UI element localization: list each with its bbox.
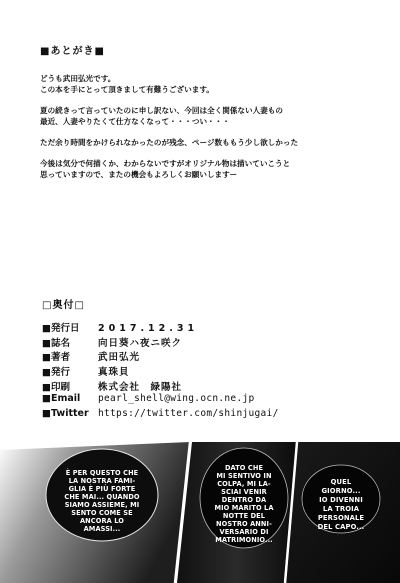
speech-bubble-text-3 xyxy=(306,478,376,532)
afterword-paragraph xyxy=(40,137,380,148)
bubble-line: LA NOSTRA FAMI- xyxy=(68,477,136,485)
colophon-label: ■発行日 xyxy=(42,323,80,334)
colophon-row-printer xyxy=(42,379,362,394)
colophon-label: ■印刷 xyxy=(42,381,70,393)
bubble-line: DENTRO DA xyxy=(221,496,267,504)
bubble-line: NOSTRO ANNI- xyxy=(216,520,272,528)
email-address: pearl_shell@wing.ocn.ne.jp xyxy=(98,393,255,405)
bubble-line: GLIA È PIÙ FORTE xyxy=(68,485,136,493)
bubble-line: SENTO COME SE xyxy=(71,509,133,517)
bubble-line: AMASSI... xyxy=(83,525,121,533)
colophon-label: ■誌名 xyxy=(42,337,70,349)
colophon-row-twitter xyxy=(42,408,362,423)
colophon-value: 真珠貝 xyxy=(98,367,130,379)
afterword-line: 今後は気分で何描くか、わからないですがオリジナル物は描いていこうと xyxy=(40,159,291,168)
colophon-label: ■発行 xyxy=(42,367,70,379)
bubble-line: MIO MARITO LA xyxy=(214,504,274,512)
bubble-line: GIORNO... xyxy=(321,487,361,495)
afterword-line: どうも武田弘光です。 xyxy=(40,74,116,83)
colophon-value: 2017.12.31 xyxy=(98,323,199,334)
bubble-line: COLPA, MI LA- xyxy=(217,480,271,488)
bubble-line: PERSONALE xyxy=(317,514,365,522)
bubble-line: QUEL xyxy=(330,478,352,486)
colophon-value: 向日葵ハ夜ニ咲ク xyxy=(98,337,183,349)
colophon-row-date xyxy=(42,320,362,335)
bubble-line: SCIAI VENIR xyxy=(221,488,267,496)
bubble-line: SIAMO ASSIEME, MI xyxy=(64,501,140,509)
bubble-line: CHE MAI... QUANDO xyxy=(64,493,140,501)
bubble-line: DATO CHE xyxy=(224,464,264,472)
bubble-line: VERSARIO DI xyxy=(219,528,269,536)
twitter-url: https://twitter.com/shinjugai/ xyxy=(98,408,279,420)
bubble-line: MI SENTIVO IN xyxy=(216,472,272,480)
colophon-table xyxy=(42,320,362,423)
bubble-line: È PER QUESTO CHE xyxy=(65,469,139,477)
afterword-line: この本を手にとって頂きまして有難うございます。 xyxy=(40,85,214,94)
afterword-section xyxy=(40,42,380,180)
speech-bubble-text-2 xyxy=(208,464,280,544)
afterword-paragraph xyxy=(40,105,380,127)
afterword-line: 夏の続きって言っていたのに申し訳ない、今回は全く関係ない人妻もの xyxy=(40,106,283,115)
bubble-line: ANCORA LO xyxy=(79,517,124,525)
bubble-line: NOTTE DEL xyxy=(222,512,266,520)
afterword-line: ただ余り時間をかけられなかったのが残念、ページ数ももう少し欲しかった xyxy=(40,138,299,147)
afterword-line: 思っていますので、またの機会もよろしくお願いしますー xyxy=(40,170,238,179)
colophon-row-title xyxy=(42,335,362,350)
colophon-row-email xyxy=(42,393,362,408)
bubble-line: LA TROIA xyxy=(322,505,360,513)
bubble-line: IO DIVENNI xyxy=(319,496,363,504)
afterword-paragraph xyxy=(40,73,380,95)
colophon-value: 武田弘光 xyxy=(98,352,141,364)
speech-bubble-text-1 xyxy=(52,469,152,533)
bubble-line: DEL CAPO... xyxy=(317,523,365,531)
bubble-line: MATRIMONIO... xyxy=(215,536,273,544)
colophon-label: ■Email xyxy=(42,393,81,405)
colophon-label: ■Twitter xyxy=(42,408,89,420)
afterword-line: 最近、人妻やりたくて仕方なくなって・・・つい・・・ xyxy=(40,117,230,126)
afterword-paragraph xyxy=(40,158,380,180)
afterword-heading: ■あとがき■ xyxy=(40,46,105,57)
colophon-row-publisher xyxy=(42,364,362,379)
colophon-title: □奥付□ xyxy=(42,300,85,311)
colophon-value: 株式会社 緑陽社 xyxy=(98,381,183,393)
colophon-row-author xyxy=(42,349,362,364)
colophon-label: ■著者 xyxy=(42,352,70,364)
